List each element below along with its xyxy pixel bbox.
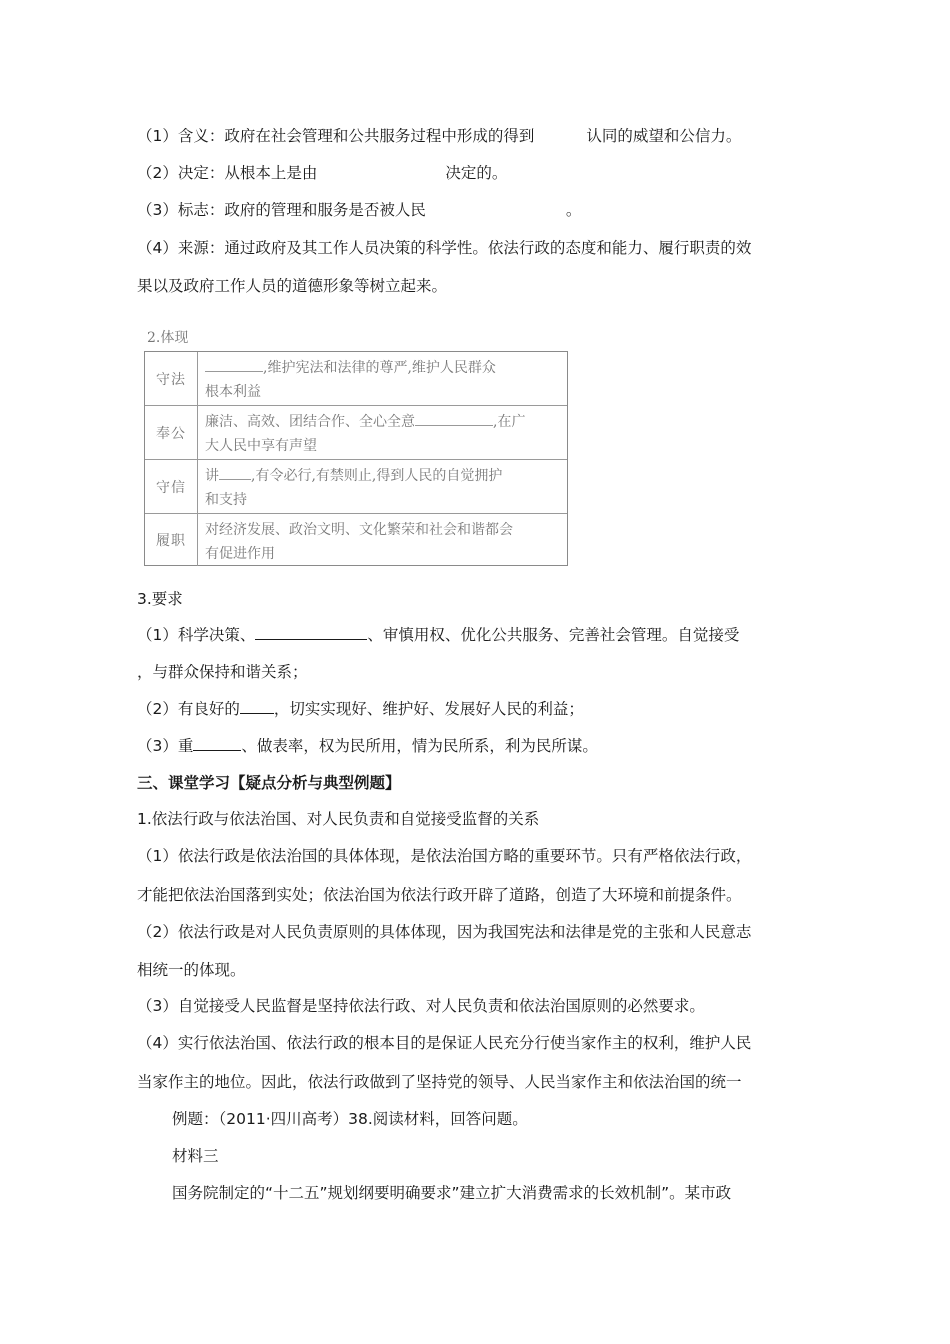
item-source-line2: 果以及政府工作人员的道德形象等树立起来。 (137, 277, 448, 295)
table-row (145, 513, 567, 566)
table-row (145, 405, 567, 459)
requirement-2: （2）有良好的 ，切实实现好、维护好、发展好人民的利益； (137, 700, 584, 718)
row-label: 奉公 (145, 406, 198, 459)
paragraph-1b: 才能把依法治国落到实处；依法治国为依法行政开辟了道路，创造了大环境和前提条件。 (137, 886, 742, 904)
paragraph-1a: （1）依法行政是依法治国的具体体现，是依法治国方略的重要环节。只有严格依法行政， (137, 847, 752, 865)
requirement-1-cont: ，与群众保持和谐关系； (137, 663, 308, 681)
row-label: 履职 (145, 514, 198, 566)
requirement-1: （1）科学决策、 、审慎用权、优化公共服务、完善社会管理。自觉接受 (137, 626, 740, 644)
paragraph-2a: （2）依法行政是对人民负责原则的具体体现，因为我国宪法和法律是党的主张和人民意志 (137, 923, 752, 941)
row-label: 守信 (145, 460, 198, 513)
table-row (145, 352, 567, 405)
row-label: 守法 (145, 352, 198, 405)
row-content: 廉洁、高效、团结合作、全心全意 ,在广 大人民中享有声望 (205, 414, 526, 454)
material-label: 材料三 (172, 1147, 219, 1165)
material-text: 国务院制定的“十二五”规划纲要明确要求”建立扩大消费需求的长效机制”。某市政 (172, 1184, 732, 1202)
example-intro: 例题：（2011·四川高考）38.阅读材料，回答问题。 (172, 1110, 528, 1128)
section-heading: 三、课堂学习【疑点分析与典型例题】 (137, 774, 401, 792)
row-content: 对经济发展、政治文明、文化繁荣和社会和谐都会 有促进作用 (205, 522, 513, 562)
embodiment-table (144, 351, 568, 566)
item-sign: （3）标志：政府的管理和服务是否被人民 。 (137, 201, 582, 219)
row-content: ,维护宪法和法律的尊严,维护人民群众 根本利益 (205, 360, 496, 400)
figure-caption: 2.体现 (147, 330, 189, 346)
item-determine: （2）决定：从根本上是由 决定的。 (137, 164, 508, 182)
item-source-line1: （4）来源：通过政府及其工作人员决策的科学性。依法行政的态度和能力、履行职责的效 (137, 239, 752, 257)
item-meaning: （1）含义：政府在社会管理和公共服务过程中形成的得到 认同的威望和公信力。 (137, 127, 742, 145)
table-row (145, 459, 567, 513)
requirements-heading: 3.要求 (137, 590, 183, 608)
requirement-3: （3）重 、做表率，权为民所用，情为民所系，利为民所谋。 (137, 737, 598, 755)
paragraph-4a: （4）实行依法治国、依法行政的根本目的是保证人民充分行使当家作主的权利，维护人民 (137, 1034, 752, 1052)
row-content: 讲 ,有令必行,有禁则止,得到人民的自觉拥护 和支持 (205, 468, 503, 508)
paragraph-4b: 当家作主的地位。因此，依法行政做到了坚持党的领导、人民当家作主和依法治国的统一 (137, 1073, 742, 1091)
subsection-title: 1.依法行政与依法治国、对人民负责和自觉接受监督的关系 (137, 810, 540, 828)
paragraph-2b: 相统一的体现。 (137, 961, 246, 979)
paragraph-3: （3）自觉接受人民监督是坚持依法行政、对人民负责和依法治国原则的必然要求。 (137, 997, 705, 1015)
